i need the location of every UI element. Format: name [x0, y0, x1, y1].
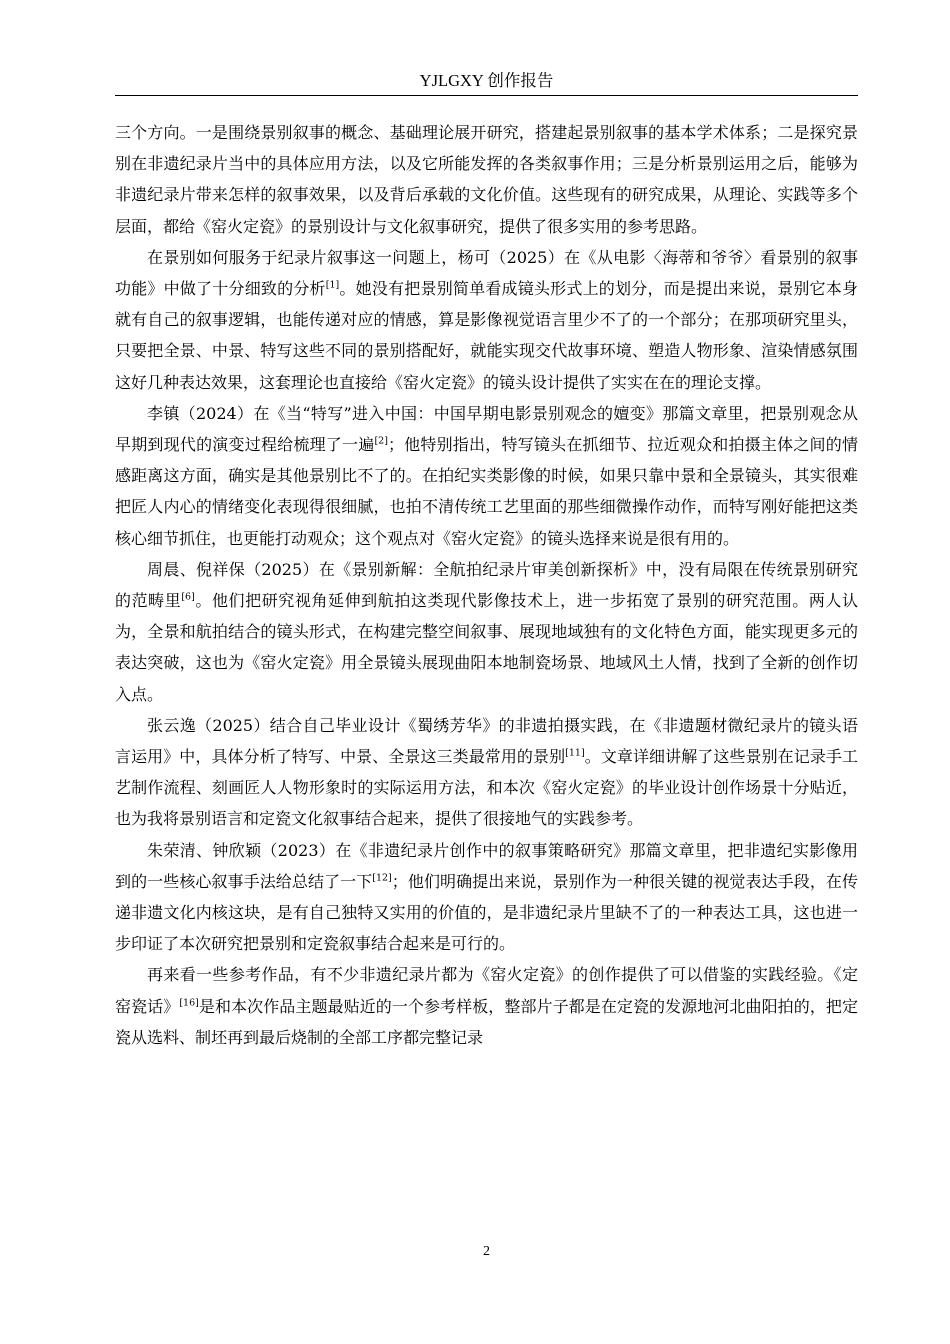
paragraph-text: 是和本次作品主题最贴近的一个参考样板，整部片子都是在定瓷的发源地河北曲阳拍的，把定瓷从选料、制坯再到最后烧制的全部工序都完整记录 [115, 996, 858, 1047]
paragraph [115, 117, 858, 242]
paragraph [115, 959, 858, 1053]
citation-marker: [12] [372, 872, 392, 884]
paragraph [115, 835, 858, 960]
paragraph-text: ；他特别指出，特写镜头在抓细节、拉近观众和拍摄主体之间的情感距离这方面，确实是其他景别比不了的。在拍纪实类影像的时候，如果只靠中景和全景镜头，其实很难把匠人内心的情绪变化表现得很细腻，也拍不清传统工艺里面的那些细微操作动作，而特写刚好能把这类核心细节抓住，也更能打动观众；这个观点对《窑火定瓷》的镜头选择来说是很有用的。 [115, 435, 858, 548]
paragraph-text: 张云逸（2025）结合自己毕业设计《蜀绣芳华》的非遗拍摄实践，在《非遗题材微纪录片的镜头语言运用》中，具体分析了特写、中景、全景这三类最常用的景别 [115, 715, 858, 767]
paragraph-text: 再来看一些参考作品，有不少非遗纪录片都为《窑火定瓷》的创作提供了可以借鉴的实践经验。《定窑瓷话》 [115, 965, 858, 1016]
citation-marker: [2] [374, 435, 388, 447]
citation-marker: [11] [565, 747, 585, 759]
citation-marker: [1] [325, 279, 340, 291]
paragraph [115, 710, 858, 835]
paragraph-text: 周晨、倪祥保（2025）在《景别新解：全航拍纪录片审美创新探析》中，没有局限在传统景别研究的范畴里 [115, 559, 858, 611]
citation-marker: [6] [181, 591, 195, 603]
paragraph [115, 554, 858, 710]
paragraph-text: 朱荣清、钟欣颖（2023）在《非遗纪录片创作中的叙事策略研究》那篇文章里，把非遗纪实影像用到的一些核心叙事手法给总结了一下 [115, 840, 858, 891]
header-divider [115, 95, 858, 96]
paragraph [115, 398, 858, 554]
running-header: YJLGXY 创作报告 [419, 71, 554, 90]
paragraph-text: 在景别如何服务于纪录片叙事这一问题上，杨可（2025）在《从电影〈海蒂和爷爷〉看景别的叙事功能》中做了十分细致的分析 [115, 247, 858, 299]
citation-marker: [16] [179, 997, 199, 1009]
paragraph-text: 。他们把研究视角延伸到航拍这类现代影像技术上，进一步拓宽了景别的研究范围。两人认为，全景和航拍结合的镜头形式，在构建完整空间叙事、展现地域独有的文化特色方面，能实现更多元的表达突破，这也为《窑火定瓷》用全景镜头展现曲阳本地制瓷场景、地域风土人情，找到了全新的创作切入点。 [115, 591, 858, 704]
paragraph-text: 李镇（2024）在《当“特写”进入中国：中国早期电影景别观念的嬗变》那篇文章里，把景别观念从早期到现代的演变过程给梳理了一遍 [115, 403, 858, 455]
paragraph-text: 。她没有把景别简单看成镜头形式上的划分，而是提出来说，景别它本身就有自己的叙事逻辑，也能传递对应的情感，算是影像视觉语言里少不了的一个部分；在那项研究里头，只要把全景、中景、特写这些不同的景别搭配好，就能实现交代故事环境、塑造人物形象、渲染情感氛围这好几种表达效果，这套理论也直接给《窑火定瓷》的镜头设计提供了实实在在的理论支撑。 [115, 279, 858, 392]
paragraph [115, 242, 858, 398]
body-text [115, 117, 858, 1053]
paragraph-text: ；他们明确提出来说，景别作为一种很关键的视觉表达手段，在传递非遗文化内核这块，是有自己独特又实用的价值的，是非遗纪录片里缺不了的一种表达工具，这也进一步印证了本次研究把景别和定瓷叙事结合起来是可行的。 [115, 871, 858, 954]
page-number: 2 [483, 1244, 490, 1259]
paragraph-text: 三个方向。一是围绕景别叙事的概念、基础理论展开研究，搭建起景别叙事的基本学术体系；二是探究景别在非遗纪录片当中的具体应用方法，以及它所能发挥的各类叙事作用；三是分析景别运用之后，能够为非遗纪录片带来怎样的叙事效果，以及背后承载的文化价值。这些现有的研究成果，从理论、实践等多个层面，都给《窑火定瓷》的景别设计与文化叙事研究，提供了很多实用的参考思路。 [115, 123, 858, 236]
paragraph-text: 。文章详细讲解了这些景别在记录手工艺制作流程、刻画匠人人物形象时的实际运用方法，和本次《窑火定瓷》的毕业设计创作场景十分贴近，也为我将景别语言和定瓷文化叙事结合起来，提供了很接地气的实践参考。 [115, 747, 858, 829]
